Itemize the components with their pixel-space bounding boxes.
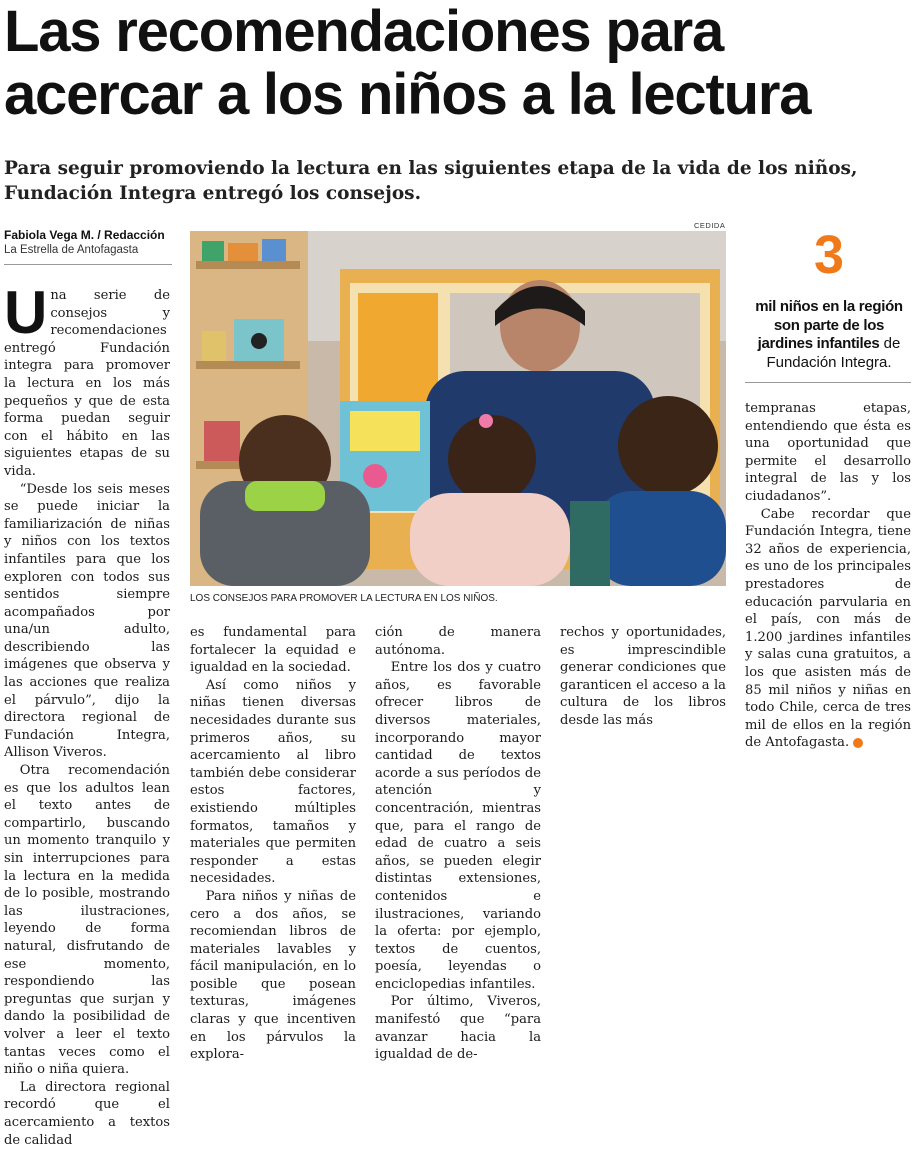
photo-caption: LOS CONSEJOS PARA PROMOVER LA LECTURA EN LOS NIÑOS.: [190, 593, 498, 604]
paragraph: La directora regional recordó que el acercamiento a textos de calidad: [4, 1079, 170, 1148]
paragraph: Por último, Viveros, manifestó que “para avanzar hacia la igualdad de de-: [375, 994, 541, 1063]
drop-cap: U: [4, 279, 48, 346]
byline-source: La Estrella de Antofagasta: [4, 244, 139, 256]
article-column-3: [375, 624, 541, 1064]
end-mark-icon: ✪: [853, 738, 863, 748]
paragraph: [4, 279, 170, 481]
paragraph-text: na serie de consejos y recomendaciones entregó Fundación integra para promover la lectura en los más pequeños y que de esta forma puedan seguir con el hábito en las siguientes etapas de su vida.: [4, 288, 170, 479]
paragraph: Así como niños y niñas tienen diversas necesidades durante sus primeros años, su acercamiento al libro también debe considerar estos factores, existiendo múltiples formatos, tamaños y materiales que permiten responder a estas necesidades.: [190, 677, 356, 887]
fact-text: [745, 298, 913, 372]
paragraph: Para niños y niñas de cero a dos años, se recomiendan libros de materiales lavables y fácil manipulación, en lo posible que posean texturas, imágenes claras y que incentiven en los párvulos la explora-: [190, 888, 356, 1063]
article-column-1: [4, 279, 170, 1149]
paragraph: ción de manera autónoma.: [375, 625, 541, 658]
byline-divider: [4, 264, 172, 265]
byline: [4, 228, 172, 258]
reading-scene-illustration: [190, 231, 726, 586]
article-column-5: [745, 400, 911, 752]
subheadline: Para seguir promoviendo la lectura en las siguientes etapa de la vida de los niños, Fundación Integra entregó los consejos.: [4, 158, 858, 204]
sidebar-divider: [745, 382, 911, 383]
byline-author: Fabiola Vega M. / Redacción: [4, 228, 165, 242]
article-column-4: [560, 624, 726, 730]
paragraph: “Desde los seis meses se puede iniciar la familiarización de niñas y niños con los textos infantiles para que los exploren con todos sus sentidos siempre acompañados por una/un adulto, describiendo las imágenes que observa y las acciones que realiza el párvulo”, dijo la directora regional de Fundación Integra, Allison Viveros.: [4, 481, 170, 761]
paragraph: [745, 506, 911, 752]
paragraph: Otra recomendación es que los adultos lean el texto antes de compartirlo, buscando un momento tranquilo y sin interrupciones para la lectura en la medida de lo posible, mostrando las ilustraciones, leyendo de forma natural, disfrutando de ese momento, respondiendo las preguntas que surjan y dando la posibilidad de volver a leer el texto tantas veces como el niño o niña quiera.: [4, 763, 170, 1078]
photo-credit: CEDIDA: [694, 221, 726, 230]
fact-big-number: 3: [813, 225, 845, 285]
fact-text-bold: mil niños en la región son parte de los jardines infantiles: [755, 298, 903, 352]
paragraph-text: Cabe recordar que Fundación Integra, tiene 32 años de experiencia, es uno de los principales prestadores de educación parvularia en el país, con más de 1.200 jardines infantiles y salas cuna gratuitos, a los que asisten más de 85 mil niños y niñas en todo Chile, cerca de tres mil de ellos en la región de Antofagasta.: [745, 506, 911, 751]
paragraph: Entre los dos y cuatro años, es favorable ofrecer libros de diversos materiales, incorporando mayor cantidad de textos acorde a sus períodos de atención y concentración, mientras que, para el rango de edad de cuatro a seis años, se pueden elegir distintas extensiones, contenidos e ilustraciones, variando la oferta: por ejemplo, textos de cuentos, poesía, leyendas o enciclopedias infantiles.: [375, 660, 541, 992]
paragraph: rechos y oportunidades, es imprescindible generar condiciones que garanticen el acceso a la cultura de los libros desde las más: [560, 625, 726, 728]
headline: Las recomendaciones para acercar a los niños a la lectura: [4, 0, 811, 127]
article-photo: [190, 231, 726, 586]
paragraph: es fundamental para fortalecer la equidad e igualdad en la sociedad.: [190, 625, 356, 676]
fact-text-rest: de Fundación Integra.: [766, 335, 901, 371]
paragraph: tempranas etapas, entendiendo que ésta es una oportunidad que permite el desarrollo integral de las y los ciudadanos”.: [745, 401, 911, 504]
article-column-2: [190, 624, 356, 1064]
